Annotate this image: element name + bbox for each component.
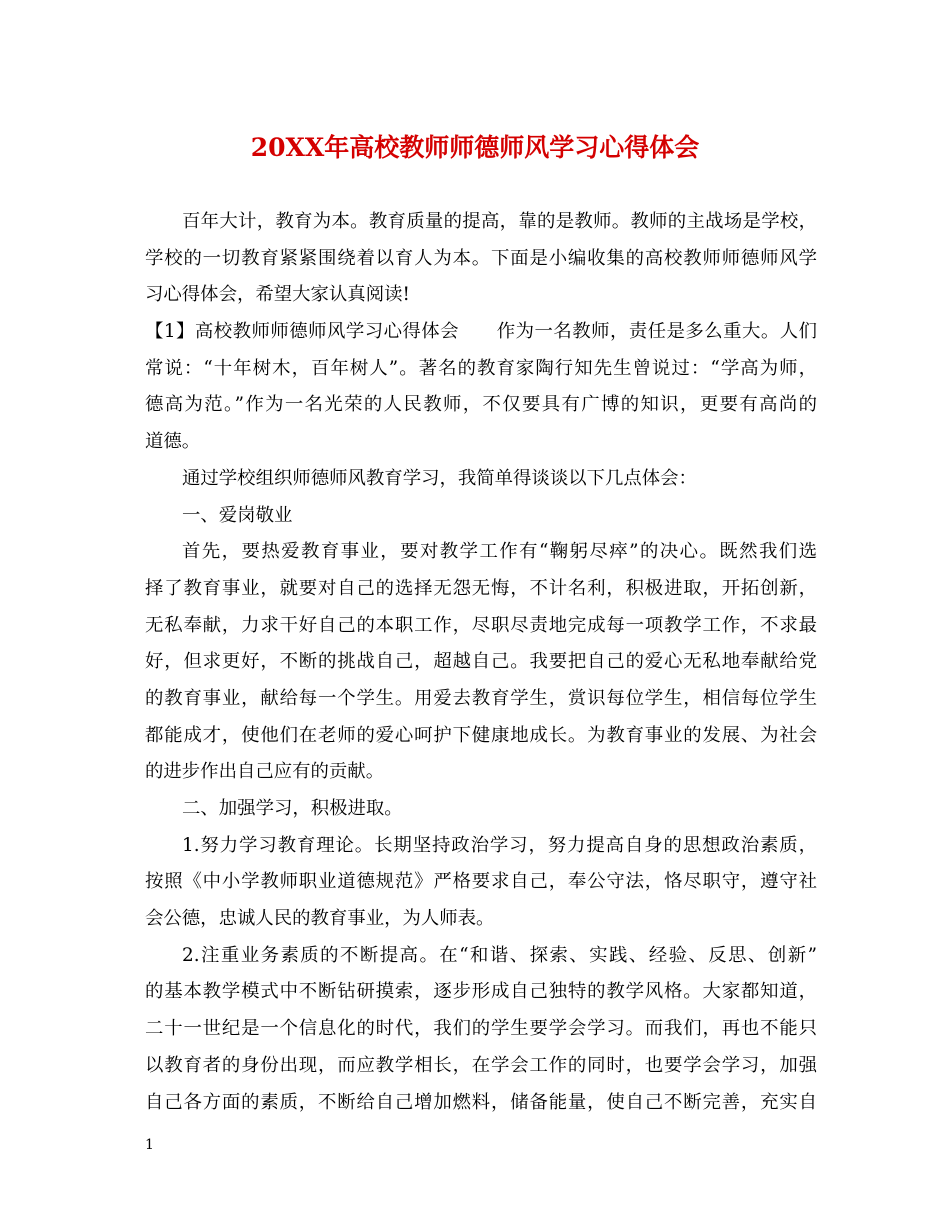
body-line: 的进步作出自己应有的贡献。 [145, 761, 385, 783]
body-line: 无私奉献，力求干好自己的本职工作，尽职尽责地完成每一项教学工作，不求最 [145, 614, 817, 636]
body-line: 德高为范。”作为一名光荣的人民教师，不仅要具有广博的知识，更要有高尚的 [145, 394, 817, 416]
document-body [145, 204, 817, 1121]
body-line: 【1】高校教师师德师风学习心得体会 作为一名教师，责任是多么重大。人们 [145, 321, 817, 343]
body-line: 首先，要热爱教育事业，要对教学工作有“鞠躬尽瘁”的决心。既然我们选 [182, 541, 817, 563]
body-line: 2.注重业务素质的不断提高。在“和谐、探索、实践、经验、反思、创新” [182, 944, 817, 966]
body-line: 百年大计，教育为本。教育质量的提高，靠的是教师。教师的主战场是学校， [182, 211, 817, 232]
body-line: 自己各方面的素质，不断给自己增加燃料，储备能量，使自己不断完善，充实自 [145, 1091, 817, 1113]
body-line: 会公德，忠诚人民的教育事业，为人师表。 [145, 908, 495, 930]
page-number: 1 [145, 1137, 154, 1153]
body-line: 常说：“十年树木，百年树人”。著名的教育家陶行知先生曾说过：“学高为师， [145, 357, 817, 379]
body-line: 学校的一切教育紧紧围绕着以育人为本。下面是小编收集的高校教师师德师风学 [145, 247, 817, 269]
body-line: 以教育者的身份出现，而应教学相长，在学会工作的同时，也要学会学习，加强 [145, 1054, 817, 1076]
body-line: 1.努力学习教育理论。长期坚持政治学习，努力提高自身的思想政治素质， [182, 834, 817, 856]
body-line: 择了教育事业，就要对自己的选择无怨无悔，不计名利，积极进取，开拓创新， [145, 577, 817, 599]
body-line: 的教育事业，献给每一个学生。用爱去教育学生，赏识每位学生，相信每位学生 [145, 687, 817, 709]
body-line: 通过学校组织师德师风教育学习，我简单得谈谈以下几点体会： [182, 467, 697, 489]
body-line: 二十一世纪是一个信息化的时代，我们的学生要学会学习。而我们，再也不能只 [145, 1018, 817, 1040]
body-line: 都能成才，使他们在老师的爱心呵护下健康地成长。为教育事业的发展、为社会 [145, 724, 817, 746]
body-line: 好，但求更好，不断的挑战自己，超越自己。我要把自己的爱心无私地奉献给党 [145, 651, 817, 673]
body-line: 习心得体会，希望大家认真阅读! [145, 284, 410, 306]
body-line: 的基本教学模式中不断钻研摸索，逐步形成自己独特的教学风格。大家都知道， [145, 981, 817, 1003]
body-line: 一、爱岗敬业 [182, 504, 293, 526]
body-line: 二、加强学习，积极进取。 [182, 798, 403, 819]
body-line: 按照《中小学教师职业道德规范》严格要求自己，奉公守法，恪尽职守，遵守社 [145, 871, 817, 893]
body-line: 道德。 [145, 431, 201, 453]
document-title: 20XX年高校教师师德师风学习心得体会 [250, 133, 700, 162]
